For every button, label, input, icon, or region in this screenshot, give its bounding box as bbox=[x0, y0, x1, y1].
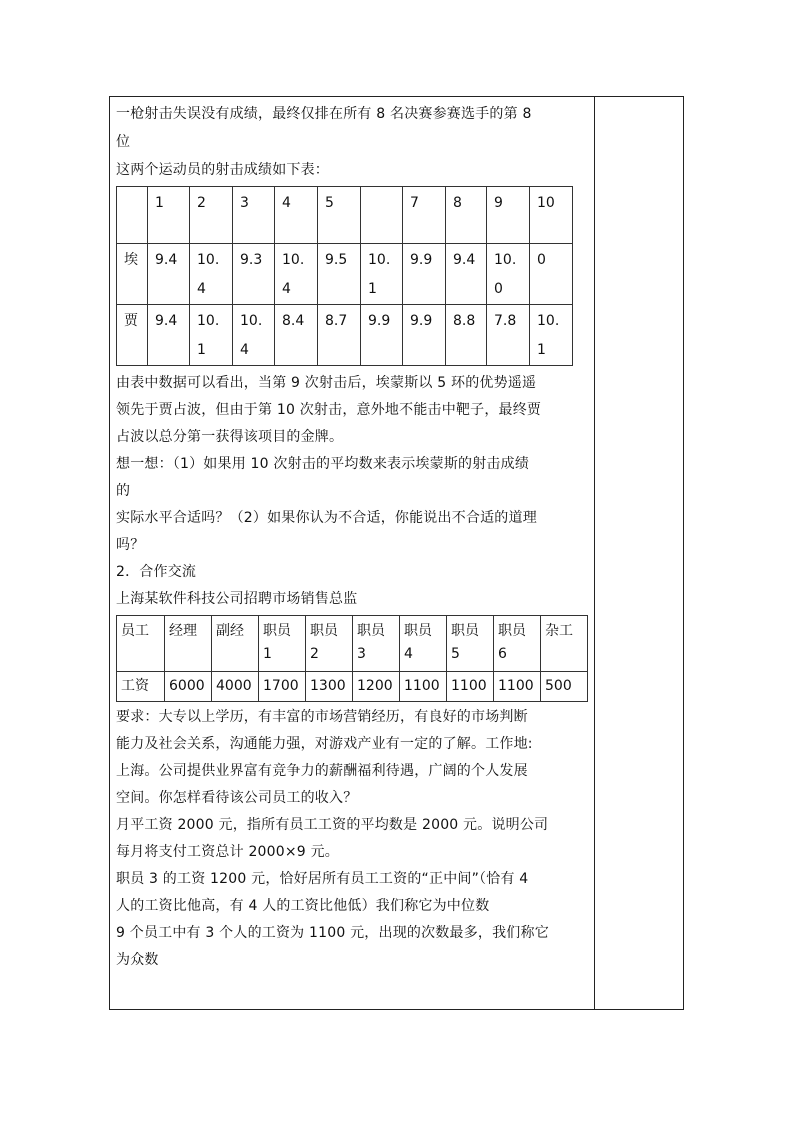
cell-line: 8.4 bbox=[282, 313, 305, 329]
text-line: 领先于贾占波，但由于第 10 次射击，意外地不能击中靶子，最终贾 bbox=[116, 402, 542, 418]
text-line: 位 bbox=[116, 134, 131, 150]
table-cell bbox=[259, 616, 306, 672]
cell-line: 8.7 bbox=[325, 313, 348, 329]
cell-line: 杂工 bbox=[545, 623, 573, 639]
table-cell: 6000 bbox=[165, 672, 212, 702]
text-line: 9 个员工中有 3 个人的工资为 1100 元，出现的次数最多，我们称它 bbox=[116, 925, 549, 941]
table-cell bbox=[165, 616, 212, 672]
table-cell bbox=[530, 305, 573, 366]
table-cell: 1100 bbox=[494, 672, 541, 702]
cell-line: 4 bbox=[404, 646, 413, 662]
shooter-row-jia bbox=[117, 305, 573, 366]
cell-line: 1 bbox=[368, 281, 377, 297]
lesson-content bbox=[116, 100, 590, 974]
table-cell bbox=[318, 305, 361, 366]
text-line: 上海某软件科技公司招聘市场销售总监 bbox=[116, 591, 358, 607]
table-cell: 10 bbox=[530, 187, 573, 244]
table-cell bbox=[494, 616, 541, 672]
cell-line: 10. bbox=[197, 252, 220, 268]
table-cell bbox=[148, 244, 190, 305]
text-line: 的 bbox=[116, 483, 131, 499]
table-cell bbox=[403, 244, 446, 305]
text-line: 占波以总分第一获得该项目的金牌。 bbox=[116, 429, 344, 445]
table-cell: 1 bbox=[148, 187, 190, 244]
table-cell: 3 bbox=[233, 187, 275, 244]
table-cell bbox=[403, 305, 446, 366]
text-line: 由表中数据可以看出，当第 9 次射击后，埃蒙斯以 5 环的优势遥遥 bbox=[116, 375, 537, 391]
table-cell: 1100 bbox=[447, 672, 494, 702]
table-cell: 1200 bbox=[353, 672, 400, 702]
table-cell bbox=[117, 244, 148, 305]
cell-line: 贾 bbox=[124, 313, 138, 329]
table-cell: 1100 bbox=[400, 672, 447, 702]
cell-line: 10. bbox=[197, 313, 220, 329]
side-column-divider bbox=[594, 96, 595, 1010]
table-cell bbox=[361, 187, 403, 244]
table-cell bbox=[117, 616, 165, 672]
table-cell: 2 bbox=[190, 187, 233, 244]
cell-line: 1 bbox=[537, 342, 546, 358]
cell-line: 9.4 bbox=[155, 313, 178, 329]
cell-line: 经理 bbox=[169, 623, 197, 639]
text-line: 这两个运动员的射击成绩如下表： bbox=[116, 162, 329, 178]
table-cell bbox=[541, 616, 588, 672]
shooter-row-emmons bbox=[117, 244, 573, 305]
cell-line: 职员 bbox=[310, 623, 338, 639]
cell-line: 9.9 bbox=[410, 313, 433, 329]
table-cell bbox=[117, 305, 148, 366]
text-line: 人的工资比他高，有 4 人的工资比他低）我们称它为中位数 bbox=[116, 898, 490, 914]
cell-line: 埃 bbox=[124, 252, 138, 268]
cell-line: 9.5 bbox=[325, 252, 348, 268]
cell-line: 9.9 bbox=[368, 313, 391, 329]
table-cell bbox=[212, 616, 259, 672]
table-cell bbox=[530, 244, 573, 305]
salary-header-row bbox=[117, 616, 588, 672]
salary-value-row bbox=[117, 672, 588, 702]
cell-line: 9.4 bbox=[155, 252, 178, 268]
table-cell bbox=[117, 187, 148, 244]
table-cell: 5 bbox=[318, 187, 361, 244]
text-line: 想一想：（1）如果用 10 次射击的平均数来表示埃蒙斯的射击成绩 bbox=[116, 456, 530, 472]
table-cell: 500 bbox=[541, 672, 588, 702]
cell-line: 职员 bbox=[263, 623, 291, 639]
text-line: 月平工资 2000 元，指所有员工工资的平均数是 2000 元。说明公司 bbox=[116, 817, 549, 833]
text-line: 一枪射击失误没有成绩，最终仅排在所有 8 名决赛参赛选手的第 8 bbox=[116, 106, 532, 122]
cell-line: 职员 bbox=[357, 623, 385, 639]
table-cell bbox=[361, 244, 403, 305]
table-cell bbox=[275, 244, 318, 305]
cell-line: 10. bbox=[537, 313, 560, 329]
table-cell bbox=[487, 305, 530, 366]
text-line: 职员 3 的工资 1200 元，恰好居所有员工工资的“正中间”（恰有 4 bbox=[116, 871, 529, 887]
cell-line: 9.9 bbox=[410, 252, 433, 268]
table-cell: 1300 bbox=[306, 672, 353, 702]
table-cell bbox=[233, 305, 275, 366]
table-cell: 4000 bbox=[212, 672, 259, 702]
cell-line: 10. bbox=[240, 313, 263, 329]
cell-line: 7.8 bbox=[494, 313, 517, 329]
table-cell: 4 bbox=[275, 187, 318, 244]
text-line: 为众数 bbox=[116, 952, 159, 968]
cell-line: 职员 bbox=[404, 623, 432, 639]
table-cell: 8 bbox=[446, 187, 487, 244]
table-cell bbox=[447, 616, 494, 672]
cell-line: 职员 bbox=[451, 623, 479, 639]
cell-line: 5 bbox=[451, 646, 460, 662]
cell-line: 8.8 bbox=[453, 313, 476, 329]
cell-line: 2 bbox=[310, 646, 319, 662]
text-line: 要求：大专以上学历，有丰富的市场营销经历，有良好的市场判断 bbox=[116, 709, 528, 725]
table-cell bbox=[400, 616, 447, 672]
table-cell bbox=[190, 244, 233, 305]
cell-line: 1 bbox=[263, 646, 272, 662]
table-cell bbox=[148, 305, 190, 366]
cell-line: 职员 bbox=[498, 623, 526, 639]
cell-line: 10. bbox=[282, 252, 305, 268]
table-cell: 1700 bbox=[259, 672, 306, 702]
table-cell: 9 bbox=[487, 187, 530, 244]
cell-line: 6 bbox=[498, 646, 507, 662]
table-cell bbox=[446, 305, 487, 366]
cell-line: 0 bbox=[537, 252, 546, 268]
table-cell bbox=[275, 305, 318, 366]
cell-line: 3 bbox=[357, 646, 366, 662]
text-line: 能力及社会关系，沟通能力强，对游戏产业有一定的了解。工作地: bbox=[116, 736, 533, 752]
cell-line: 0 bbox=[494, 281, 503, 297]
text-line: 吗？ bbox=[116, 537, 145, 553]
text-line: 上海。公司提供业界富有竞争力的薪酬福利待遇，广阔的个人发展 bbox=[116, 763, 528, 779]
table-cell bbox=[446, 244, 487, 305]
cell-line: 4 bbox=[240, 342, 249, 358]
section-heading: 2．合作交流 bbox=[116, 564, 197, 580]
table-cell bbox=[318, 244, 361, 305]
cell-line: 9.4 bbox=[453, 252, 476, 268]
cell-line: 10. bbox=[494, 252, 517, 268]
table-cell bbox=[190, 305, 233, 366]
text-line: 空间。你怎样看待该公司员工的收入？ bbox=[116, 790, 358, 806]
table-cell bbox=[233, 244, 275, 305]
table-cell bbox=[353, 616, 400, 672]
table-cell: 7 bbox=[403, 187, 446, 244]
table-cell bbox=[306, 616, 353, 672]
table-cell bbox=[487, 244, 530, 305]
text-line: 实际水平合适吗？（2）如果你认为不合适，你能说出不合适的道理 bbox=[116, 510, 537, 526]
cell-line: 10. bbox=[368, 252, 391, 268]
shooting-scores-table bbox=[116, 186, 573, 366]
cell-line: 员工 bbox=[121, 623, 149, 639]
cell-line: 9.3 bbox=[240, 252, 263, 268]
shooting-header-row bbox=[117, 187, 573, 244]
cell-line: 4 bbox=[197, 281, 206, 297]
salary-table bbox=[116, 615, 588, 702]
text-line: 每月将支付工资总计 2000×9 元。 bbox=[116, 844, 339, 860]
table-cell bbox=[361, 305, 403, 366]
cell-line: 4 bbox=[282, 281, 291, 297]
cell-line: 副经 bbox=[216, 623, 244, 639]
cell-line: 1 bbox=[197, 342, 206, 358]
table-cell: 工资 bbox=[117, 672, 165, 702]
